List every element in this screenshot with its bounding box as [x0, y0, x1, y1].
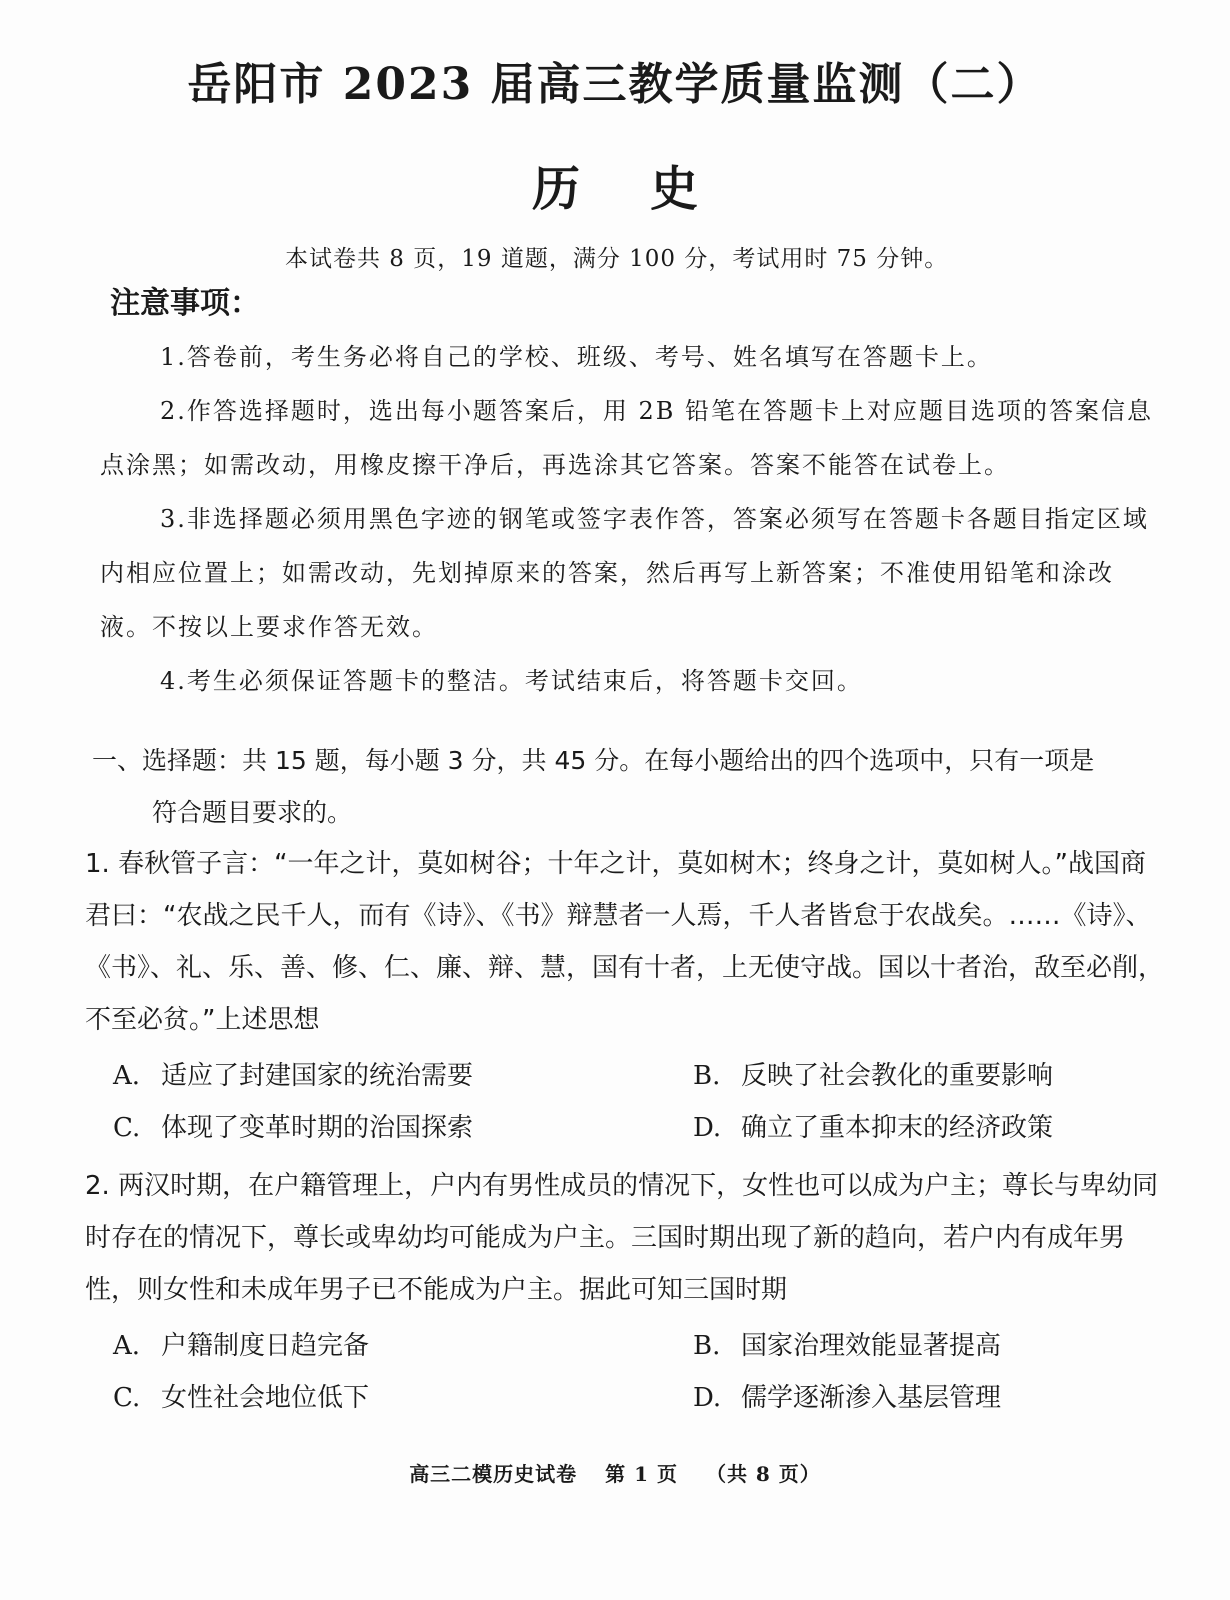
question-options [85, 1050, 1170, 1154]
option-letter: B. [693, 1061, 721, 1091]
option-text: 反映了社会教化的重要影响 [741, 1061, 1054, 1091]
question-options [85, 1320, 1170, 1424]
option-letter: A. [113, 1061, 141, 1091]
option-d [665, 1102, 1170, 1154]
notice-list [100, 330, 1160, 708]
option-text: 国家治理效能显著提高 [741, 1331, 1002, 1361]
option-a [85, 1050, 665, 1102]
section-heading-line2: 符合题目要求的。 [152, 798, 353, 827]
footer-total-pages: （共 8 页） [705, 1462, 821, 1486]
notice-item: 4.考生必须保证答题卡的整洁。考试结束后，将答题卡交回。 [160, 667, 863, 695]
option-letter: D. [693, 1113, 722, 1143]
exam-info: 本试卷共 8 页，19 道题，满分 100 分，考试用时 75 分钟。 [285, 246, 949, 272]
option-b [665, 1050, 1170, 1102]
subject-title: 历史 [531, 161, 768, 217]
section-heading [92, 735, 1177, 839]
option-text: 女性社会地位低下 [161, 1383, 370, 1413]
option-text: 确立了重本抑末的经济政策 [741, 1113, 1054, 1143]
option-letter: B. [693, 1331, 721, 1361]
option-b [665, 1320, 1170, 1372]
option-c [85, 1102, 665, 1154]
option-text: 适应了封建国家的统治需要 [161, 1061, 474, 1091]
footer-exam-name: 高三二模历史试卷 [409, 1462, 578, 1486]
option-a [85, 1320, 665, 1372]
option-c [85, 1372, 665, 1424]
option-text: 户籍制度日趋完备 [161, 1331, 370, 1361]
option-letter: A. [113, 1331, 141, 1361]
notice-item: 2.作答选择题时，选出每小题答案后，用 2B 铅笔在答题卡上对应题目选项的答案信息点涂黑；如需改动，用橡皮擦干净后，再选涂其它答案。答案不能答在试卷上。 [100, 397, 1154, 479]
page-footer [0, 1458, 1230, 1487]
notice-item: 1.答卷前，考生务必将自己的学校、班级、考号、姓名填写在答题卡上。 [160, 343, 993, 371]
option-letter: C. [113, 1383, 141, 1413]
question-1 [85, 838, 1170, 1154]
exam-title: 岳阳市 2023 届高三教学质量监测（二） [187, 59, 1043, 110]
option-text: 儒学逐渐渗入基层管理 [741, 1383, 1002, 1413]
notice-heading: 注意事项： [110, 286, 260, 321]
question-stem: 1. 春秋管子言：“一年之计，莫如树谷；十年之计，莫如树木；终身之计，莫如树人。”战国商君曰：“农战之民千人，而有《诗》、《书》辩慧者一人焉，千人者皆怠于农战矣。……《诗》、《书》、礼、乐、善、修、仁、廉、辩、慧，国有十者，上无使守战。国以十者治，敌至必削，不至必贫。”上述思想 [85, 849, 1165, 1035]
option-d [665, 1372, 1170, 1424]
option-letter: D. [693, 1383, 722, 1413]
question-stem: 2. 两汉时期，在户籍管理上，户内有男性成员的情况下，女性也可以成为户主；尊长与卑幼同时存在的情况下，尊长或卑幼均可能成为户主。三国时期出现了新的趋向，若户内有成年男性，则女性和未成年男子已不能成为户主。据此可知三国时期 [85, 1171, 1159, 1305]
section-heading-line1: 一、选择题：共 15 题，每小题 3 分，共 45 分。在每小题给出的四个选项中，只有一项是 [92, 746, 1095, 775]
option-letter: C. [113, 1113, 141, 1143]
question-2 [85, 1160, 1170, 1424]
notice-item: 3.非选择题必须用黑色字迹的钢笔或签字表作答，答案必须写在答题卡各题目指定区域内相应位置上；如需改动，先划掉原来的答案，然后再写上新答案；不准使用铅笔和涂改液。不按以上要求作答无效。 [100, 505, 1149, 641]
option-text: 体现了变革时期的治国探索 [161, 1113, 474, 1143]
footer-page-number: 第 1 页 [605, 1462, 678, 1486]
